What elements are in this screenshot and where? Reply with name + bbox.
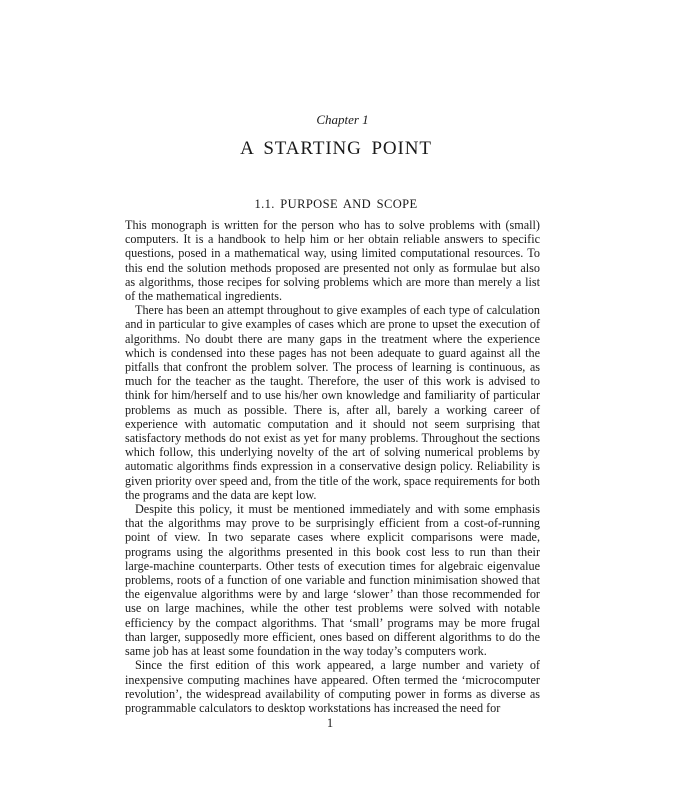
body-text [125,218,540,715]
chapter-label: Chapter 1 [316,112,369,127]
chapter-title: A STARTING POINT [240,138,432,159]
paragraph-4: Since the first edition of this work appeared, a large number and variety of inexpensive computing machines have appeared. Often termed the ‘microcomputer revolution’, the widespread availability of computing power in forms as diverse as programmable calculators to desktop workstations has increased the need for [125,658,540,715]
section-heading: 1.1. PURPOSE AND SCOPE [254,197,418,211]
paragraph-3: Despite this policy, it must be mentioned immediately and with some emphasis that the algorithms may prove to be surprisingly efficient from a cost-of-running point of view. In two separate cases where explicit comparisons were made, programs using the algorithms presented in this book cost less to run than their large-machine counterparts. Other tests of execution times for algebraic eigenvalue problems, roots of a function of one variable and function minimisation showed that the eigenvalue algorithms were by and large ‘slower’ than those recommended for use on large machines, while the other test problems were solved with notable efficiency by the compact algorithms. That ‘small’ programs may be more frugal than larger, supposedly more efficient, ones based on different algorithms to do the same job has at least some foundation in the way today’s computers work. [125,502,540,659]
paragraph-1: This monograph is written for the person who has to solve problems with (small) computers. It is a handbook to help him or her obtain reliable answers to specific questions, posed in a mathematical way, using limited computational resources. To this end the solution methods proposed are presented not only as formulae but also as algorithms, those recipes for solving problems which are more than merely a list of the mathematical ingredients. [125,218,540,304]
page-number: 1 [326,716,334,730]
paragraph-2: There has been an attempt throughout to give examples of each type of calculation and in particular to give examples of cases which are prone to upset the execution of algorithms. No doubt there are many gaps in the treatment where the experience which is condensed into these pages has not been adequate to guard against all the pitfalls that confront the problem solver. The process of learning is continuous, as much for the teacher as the taught. Therefore, the user of this work is advised to think for him/herself and to use his/her own knowledge and familiarity of particular problems as much as possible. There is, after all, barely a working career of experience with automatic computation and it should not seem surprising that satisfactory methods do not exist as yet for many problems. Throughout the sections which follow, this underlying novelty of the art of solving numerical problems by automatic algorithms finds expression in a conservative design policy. Reliability is given priority over speed and, from the title of the work, space requirements for both the programs and the data are kept low. [125,303,540,502]
